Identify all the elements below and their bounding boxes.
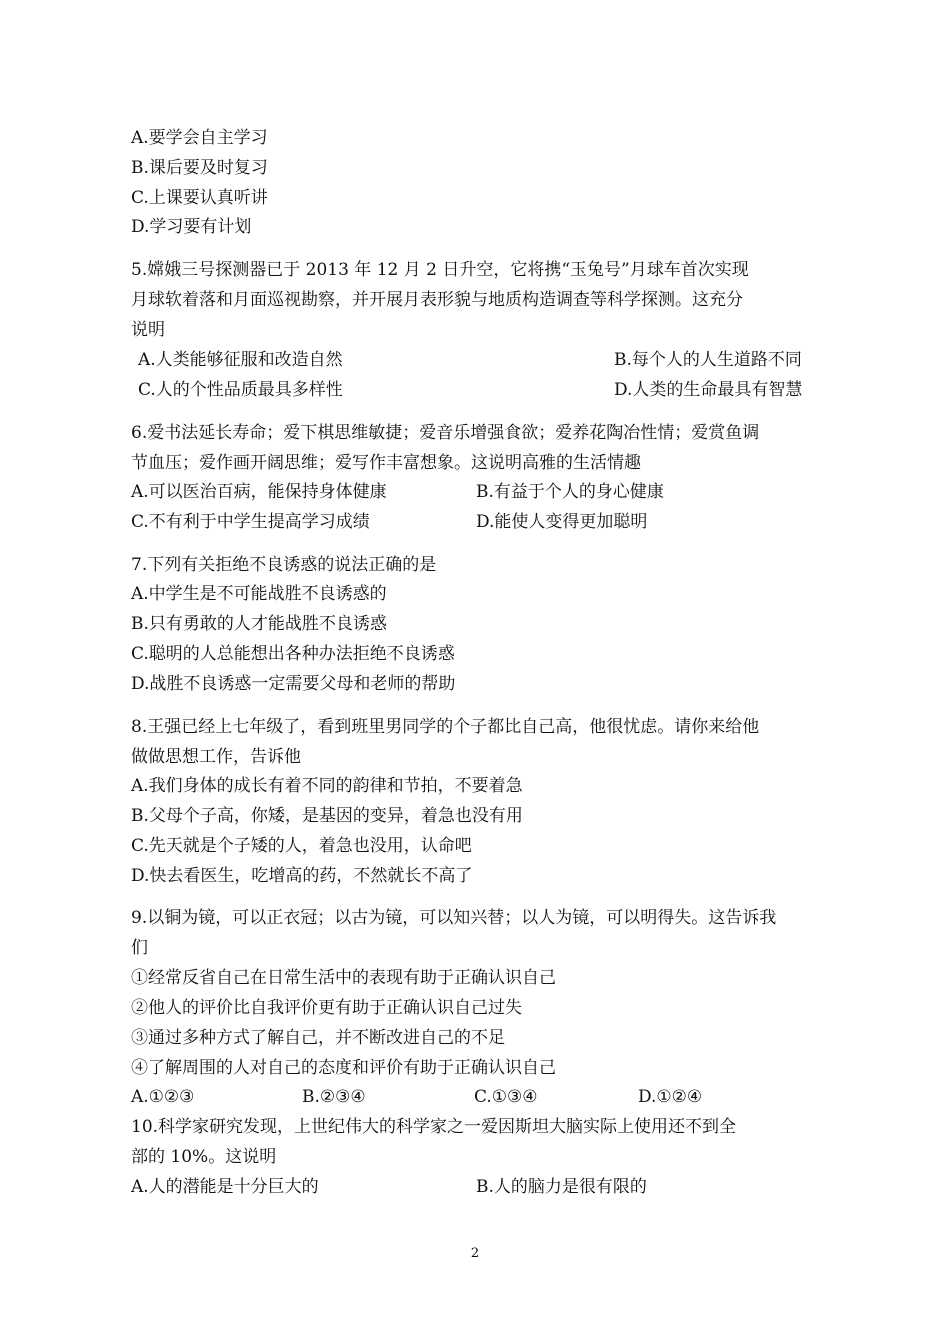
page-number: 2 xyxy=(470,1246,480,1261)
q7-option-c: C.聪明的人总能想出各种办法拒绝不良诱惑 xyxy=(131,644,455,664)
q6-option-d: D.能使人变得更加聪明 xyxy=(476,512,648,532)
q8-stem-line-2: 做做思想工作，告诉他 xyxy=(131,747,301,767)
q9-statement-1: ①经常反省自己在日常生活中的表现有助于正确认识自己 xyxy=(131,968,556,988)
q8-option-a: A.我们身体的成长有着不同的韵律和节拍，不要着急 xyxy=(131,776,523,796)
q6-option-a: A.可以医治百病，能保持身体健康 xyxy=(131,482,387,502)
q5-stem-line-3: 说明 xyxy=(131,320,165,340)
q10-option-row-1 xyxy=(131,1175,647,1199)
q8-option-b: B.父母个子高，你矮，是基因的变异，着急也没有用 xyxy=(131,806,523,826)
q5-stem-line-2: 月球软着落和月面巡视勘察，并开展月表形貌与地质构造调查等科学探测。这充分 xyxy=(131,290,743,310)
q6-stem-line-1: 6.爱书法延长寿命；爱下棋思维敏捷；爱音乐增强食欲；爱养花陶冶性情；爱赏鱼调 xyxy=(131,423,760,443)
q4-option-a: A.要学会自主学习 xyxy=(131,128,268,148)
q5-option-a: A.人类能够征服和改造自然 xyxy=(138,350,343,370)
q7-option-d: D.战胜不良诱惑一定需要父母和老师的帮助 xyxy=(131,674,456,694)
q9-option-b: B.②③④ xyxy=(302,1087,366,1107)
q4-option-d: D.学习要有计划 xyxy=(131,217,252,237)
q6-stem-line-2: 节血压；爱作画开阔思维；爱写作丰富想象。这说明高雅的生活情趣 xyxy=(131,453,641,473)
q4-option-c: C.上课要认真听讲 xyxy=(131,188,268,208)
q9-option-a: A.①②③ xyxy=(131,1087,195,1107)
q6-option-c: C.不有利于中学生提高学习成绩 xyxy=(131,512,370,532)
q9-option-d: D.①②④ xyxy=(638,1087,703,1107)
q7-option-b: B.只有勇敢的人才能战胜不良诱惑 xyxy=(131,614,387,634)
q10-option-b: B.人的脑力是很有限的 xyxy=(476,1177,647,1197)
q10-stem-line-1: 10.科学家研究发现，上世纪伟大的科学家之一爱因斯坦大脑实际上使用还不到全 xyxy=(131,1117,737,1137)
q6-option-b: B.有益于个人的身心健康 xyxy=(476,482,664,502)
q8-option-d: D.快去看医生，吃增高的药，不然就长不高了 xyxy=(131,866,473,886)
q5-option-row-1 xyxy=(138,348,802,372)
q8-stem-line-1: 8.王强已经上七年级了，看到班里男同学的个子都比自己高，他很忧虑。请你来给他 xyxy=(131,717,760,737)
q5-option-b: B.每个人的人生道路不同 xyxy=(614,350,802,370)
q5-option-c: C.人的个性品质最具多样性 xyxy=(138,380,343,400)
q4-option-b: B.课后要及时复习 xyxy=(131,158,268,178)
q10-option-a: A.人的潜能是十分巨大的 xyxy=(131,1177,319,1197)
q5-stem-line-1: 5.嫦娥三号探测器已于 2013 年 12 月 2 日升空，它将携“玉兔号”月球车首次实现 xyxy=(131,260,749,280)
q9-option-row xyxy=(131,1085,703,1109)
q9-stem-line-1: 9.以铜为镜，可以正衣冠；以古为镜，可以知兴替；以人为镜，可以明得失。这告诉我 xyxy=(131,908,777,928)
q7-stem: 7.下列有关拒绝不良诱惑的说法正确的是 xyxy=(131,555,437,575)
q9-statement-3: ③通过多种方式了解自己，并不断改进自己的不足 xyxy=(131,1028,505,1048)
q6-option-row-1 xyxy=(131,480,664,504)
q9-statement-2: ②他人的评价比自我评价更有助于正确认识自己过失 xyxy=(131,998,522,1018)
q8-option-c: C.先天就是个子矮的人，着急也没用，认命吧 xyxy=(131,836,472,856)
q9-option-c: C.①③④ xyxy=(474,1087,538,1107)
q9-stem-line-2: 们 xyxy=(131,938,148,958)
q10-stem-line-2: 部的 10%。这说明 xyxy=(131,1147,277,1167)
q5-option-row-2 xyxy=(138,378,803,402)
q9-statement-4: ④了解周围的人对自己的态度和评价有助于正确认识自己 xyxy=(131,1058,556,1078)
q7-option-a: A.中学生是不可能战胜不良诱惑的 xyxy=(131,584,387,604)
q6-option-row-2 xyxy=(131,510,648,534)
q5-option-d: D.人类的生命最具有智慧 xyxy=(614,380,803,400)
